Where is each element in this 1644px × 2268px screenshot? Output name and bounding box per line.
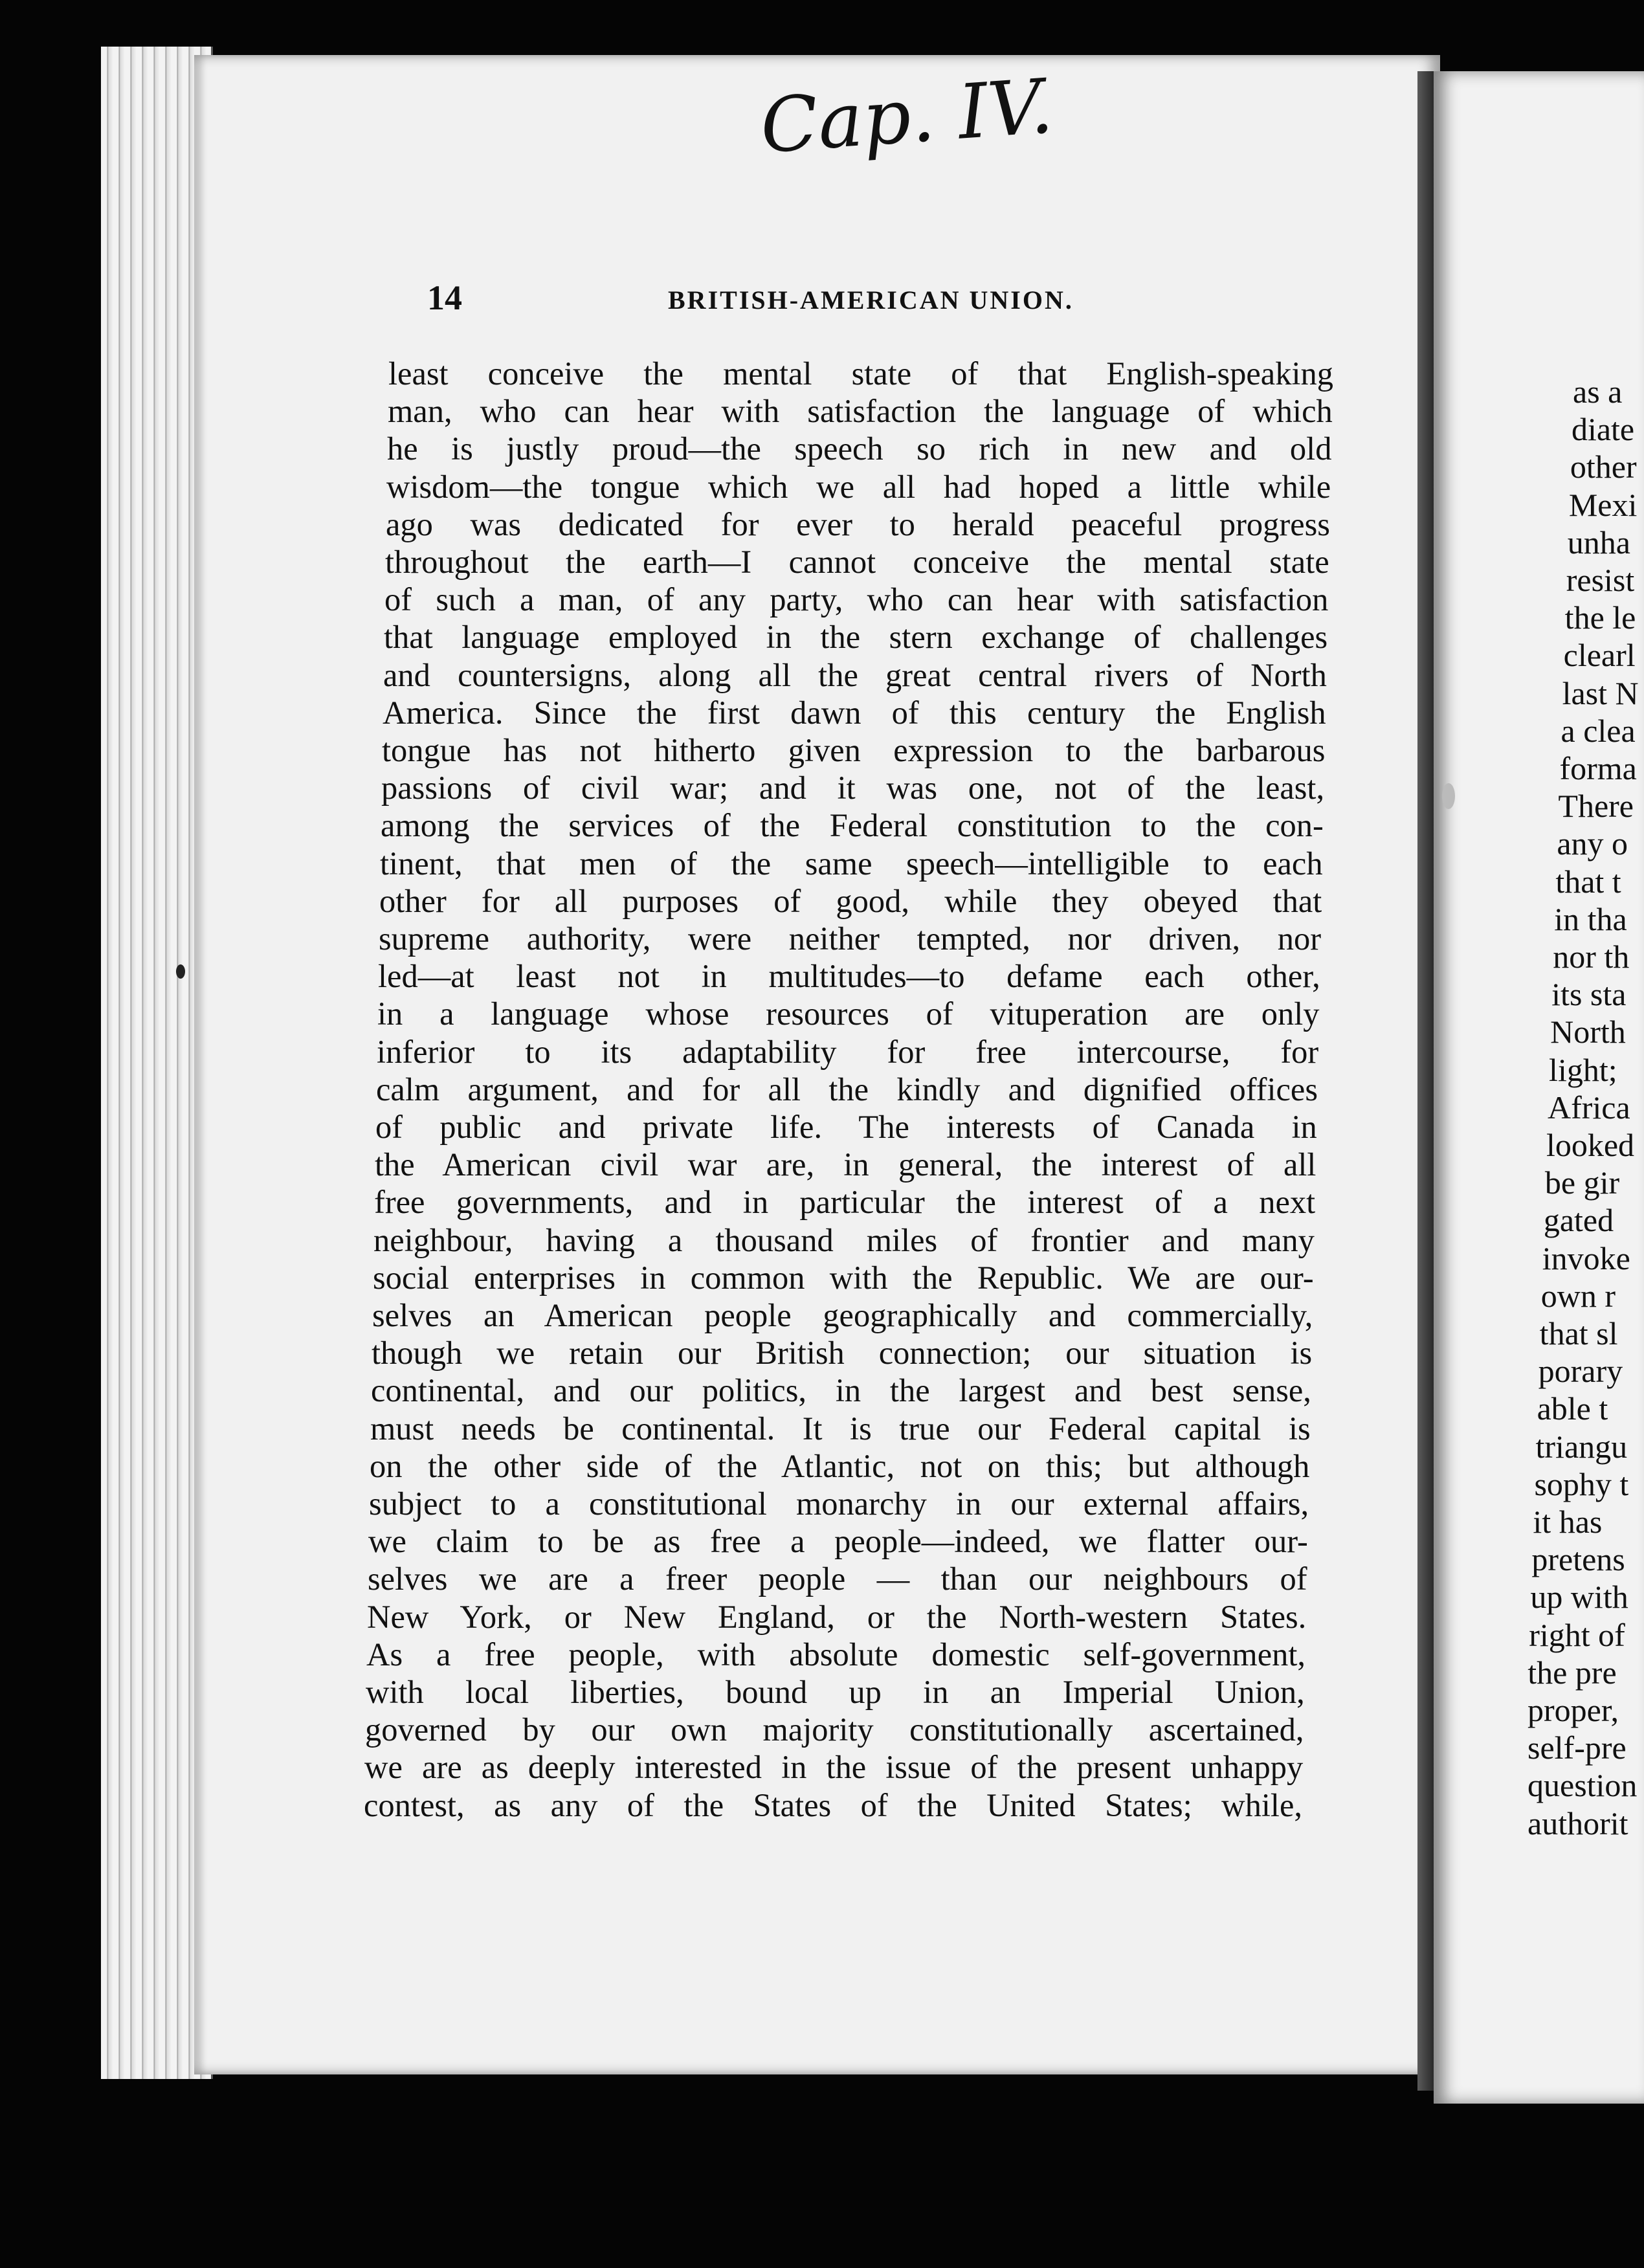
text-line: selves an American people geographically and commercially,	[372, 1297, 1313, 1333]
text-line: passions of civil war; and it was one, not of the least,	[381, 770, 1325, 806]
right-page-line: clearl	[1563, 637, 1636, 674]
text-line: social enterprises in common with the Republic. We are our-	[373, 1259, 1314, 1296]
running-head	[427, 278, 1333, 317]
right-page-line: gated	[1543, 1202, 1614, 1239]
text-line: in a language whose resources of vituperation are only	[377, 995, 1320, 1032]
right-page-line: invoke	[1542, 1240, 1630, 1276]
right-page-line: triangu	[1535, 1428, 1628, 1465]
right-page-text	[1527, 0, 1644, 2268]
text-line: with local liberties, bound up in an Imperial Union,	[366, 1674, 1305, 1710]
ink-speck	[1442, 783, 1455, 809]
right-page-line: last N	[1562, 674, 1639, 711]
right-page-line: own r	[1540, 1277, 1616, 1314]
text-line: and countersigns, along all the great central rivers of North	[383, 656, 1327, 693]
right-page-line: question	[1527, 1767, 1638, 1804]
right-page-line: looked	[1546, 1127, 1635, 1163]
right-page-line: North	[1550, 1014, 1626, 1051]
text-line: wisdom—the tongue which we all had hoped a little while	[386, 468, 1331, 505]
right-page-line: be gir	[1544, 1164, 1620, 1201]
text-line: though we retain our British connection; our situation is	[372, 1335, 1313, 1372]
text-line: governed by our own majority constitutionally ascertained,	[365, 1711, 1304, 1748]
text-line: ago was dedicated for ever to herald peaceful progress	[386, 506, 1330, 542]
text-line: we are as deeply interested in the issue of the present unhappy	[364, 1749, 1304, 1786]
text-line: on the other side of the Atlantic, not on this; but although	[370, 1447, 1310, 1484]
text-line: throughout the earth—I cannot conceive the mental state	[385, 544, 1329, 580]
text-line: free governments, and in particular the interest of a next	[374, 1184, 1316, 1221]
text-line: of public and private life. The interests of Canada in	[375, 1109, 1317, 1145]
right-page-line: sophy t	[1534, 1465, 1629, 1502]
text-line: must needs be continental. It is true our Federal capital is	[370, 1410, 1311, 1447]
text-line: tongue has not hitherto given expression to the barbarous	[382, 732, 1326, 768]
right-page-line: There	[1558, 788, 1634, 825]
right-page-line: Africa	[1548, 1089, 1630, 1126]
right-page-line: resist	[1566, 562, 1635, 598]
right-page-line: able t	[1537, 1390, 1608, 1427]
right-page-line: its sta	[1551, 976, 1627, 1013]
text-line: led—at least not in multitudes—to defame each other,	[378, 958, 1320, 995]
right-page-line: a clea	[1561, 712, 1636, 749]
text-line: continental, and our politics, in the largest and best sense,	[371, 1372, 1311, 1409]
right-page-line: that t	[1555, 863, 1621, 900]
right-page-line: right of	[1529, 1616, 1625, 1653]
text-line: As a free people, with absolute domestic self-government,	[366, 1636, 1306, 1673]
text-line: inferior to its adaptability for free intercourse, for	[377, 1033, 1319, 1070]
text-line: among the services of the Federal constitution to the con-	[381, 807, 1324, 844]
right-page-line: the pre	[1527, 1654, 1617, 1691]
right-page-line: authorit	[1527, 1805, 1628, 1841]
text-line: America. Since the first dawn of this century the English	[383, 694, 1326, 731]
right-page-line: unha	[1567, 524, 1630, 561]
right-page-line: up with	[1530, 1579, 1628, 1616]
text-line: tinent, that men of the same speech—intelligible to each	[380, 845, 1323, 882]
text-line: supreme authority, were neither tempted, nor driven, nor	[379, 920, 1322, 957]
right-page-line: nor th	[1553, 939, 1630, 975]
text-line: contest, as any of the States of the United States; while,	[364, 1786, 1302, 1823]
ink-speck	[176, 964, 185, 979]
text-line: other for all purposes of good, while they obeyed that	[379, 882, 1322, 919]
running-title: BRITISH-AMERICAN UNION.	[668, 285, 1074, 315]
handwritten-chapter-note: Cap. IV.	[757, 62, 1056, 170]
text-line: neighbour, having a thousand miles of frontier and many	[373, 1221, 1315, 1258]
text-line: subject to a constitutional monarchy in our external affairs,	[369, 1485, 1309, 1522]
right-page-line: the le	[1564, 599, 1636, 636]
text-line: least conceive the mental state of that English-speaking	[388, 355, 1333, 392]
right-page-line: any o	[1557, 825, 1628, 862]
text-line: man, who can hear with satisfaction the language of which	[388, 393, 1333, 430]
right-page-line: that sl	[1539, 1315, 1618, 1351]
right-page-line: diate	[1571, 411, 1635, 448]
text-line: he is justly proud—the speech so rich in new and old	[387, 430, 1332, 467]
text-line: calm argument, and for all the kindly and dignified offices	[376, 1071, 1318, 1107]
text-line: the American civil war are, in general, the interest of all	[375, 1146, 1316, 1183]
right-page-line: as a	[1573, 373, 1623, 410]
right-page-line: proper,	[1527, 1692, 1619, 1728]
right-page-line: it has	[1533, 1504, 1603, 1540]
right-page-line: light;	[1549, 1051, 1617, 1088]
right-page-line: forma	[1559, 750, 1637, 786]
text-line: we claim to be as free a people—indeed, we flatter our-	[368, 1523, 1308, 1560]
right-page-line: self-pre	[1527, 1729, 1627, 1766]
text-line: of such a man, of any party, who can hear with satisfaction	[384, 581, 1329, 618]
right-page-line: porary	[1538, 1353, 1623, 1390]
right-page-line: other	[1570, 449, 1637, 485]
text-line: that language employed in the stern exchange of challenges	[384, 619, 1328, 656]
right-page-line: Mexi	[1568, 486, 1638, 523]
text-line: New York, or New England, or the North-western States.	[367, 1598, 1307, 1635]
page-number: 14	[427, 278, 462, 317]
right-page-line: pretens	[1531, 1541, 1625, 1578]
text-line: selves we are a freer people — than our neighbours of	[368, 1561, 1307, 1597]
right-page-line: in tha	[1554, 900, 1627, 937]
